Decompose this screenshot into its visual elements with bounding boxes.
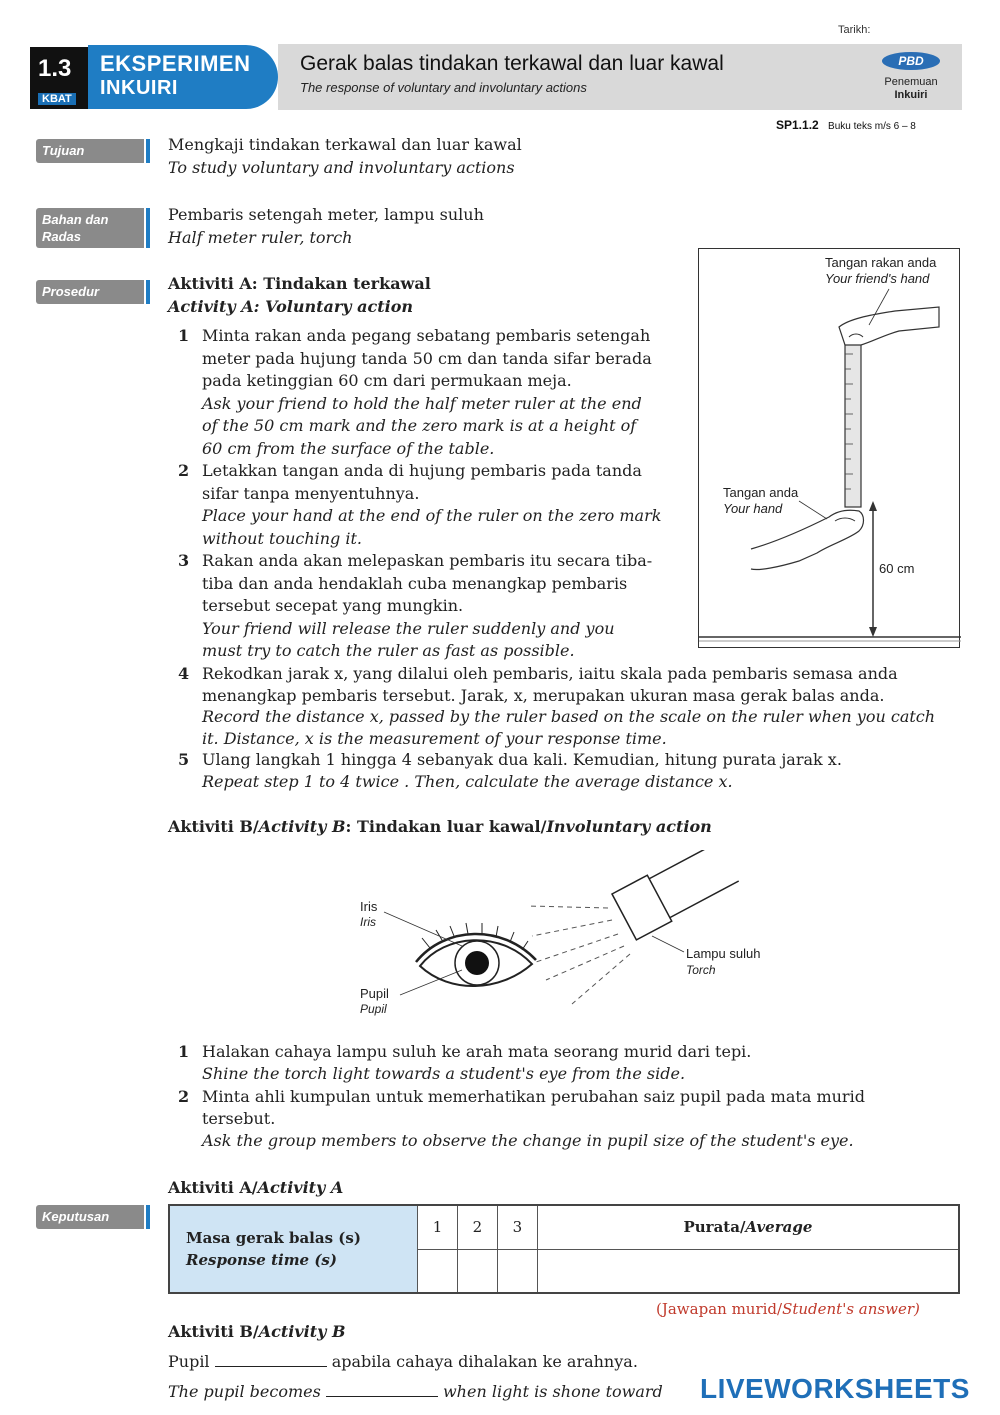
step-a1-en-line: of the 50 cm mark and the zero mark is at a height of <box>202 416 637 435</box>
step-b2-line: Minta ahli kumpulan untuk memerhatikan perubahan saiz pupil pada mata murid <box>202 1087 865 1106</box>
activity-a-title: Aktiviti A: Tindakan terkawal <box>168 274 431 293</box>
eye-torch-diagram <box>350 850 790 1025</box>
pupil-sentence-ms-end: apabila cahaya dihalakan ke arahnya. <box>331 1352 638 1371</box>
textbook-reference: Buku teks m/s 6 – 8 <box>828 121 916 132</box>
friend-hand-label-en: Your friend's hand <box>825 271 930 286</box>
experiment-number: 1.3 <box>38 55 72 82</box>
step-a5 <box>202 749 967 793</box>
iris-label-en: Iris <box>360 915 376 929</box>
average-header-ms: Purata/ <box>683 1218 746 1237</box>
row-label-en: Response time (s) <box>186 1251 337 1269</box>
activity-b-title-ms: Aktiviti B/ <box>168 817 259 836</box>
bahan-en: Half meter ruler, torch <box>168 228 353 247</box>
experiment-type-badge <box>88 45 278 109</box>
results-activity-a-ms: Aktiviti A/ <box>168 1178 258 1197</box>
answer-note-en: Student's answer) <box>782 1300 920 1318</box>
step-a4-en-line: Record the distance x, passed by the ruler based on the scale on the ruler when you catch <box>202 707 936 726</box>
step-b1 <box>202 1041 967 1085</box>
your-hand-label-en: Your hand <box>723 501 783 516</box>
step-a1-en-line: 60 cm from the surface of the table. <box>202 438 495 458</box>
keputusan-tag: Keputusan <box>36 1205 144 1229</box>
step-a3-number: 3 <box>178 551 190 570</box>
answer-note <box>656 1300 920 1318</box>
bahan-tag-line2: Radas <box>42 229 82 244</box>
pbd-label-line2: Inkuiri <box>894 89 928 101</box>
step-b2-en-line: Ask the group members to observe the change in pupil size of the student's eye. <box>202 1131 854 1150</box>
step-b2 <box>202 1086 967 1152</box>
reference-line <box>776 118 916 132</box>
step-a3-en-line: Your friend will release the ruler suddenly and you <box>202 618 615 638</box>
activity-b-title-rest-en: Involuntary action <box>546 817 712 836</box>
prosedur-tag: Prosedur <box>36 280 144 304</box>
tujuan-en: To study voluntary and involuntary actions <box>168 158 515 177</box>
step-b1-number: 1 <box>178 1042 190 1061</box>
pupil-answer-blank-ms[interactable] <box>215 1366 327 1367</box>
step-a5-number: 5 <box>178 750 190 769</box>
step-a2-line: Letakkan tangan anda di hujung pembaris pada tanda <box>202 461 642 480</box>
step-b1-en-line: Shine the torch light towards a student's eye from the side. <box>202 1064 686 1083</box>
step-b2-number: 2 <box>178 1087 190 1106</box>
pupil-label: Pupil <box>360 986 389 1001</box>
pupil-sentence-ms-start: Pupil <box>168 1352 210 1371</box>
torch-label: Lampu suluh <box>686 946 761 961</box>
step-a5-line: Ulang langkah 1 hingga 4 sebanyak dua kali. Kemudian, hitung purata jarak x. <box>202 750 842 769</box>
your-hand-label: Tangan anda <box>723 485 799 500</box>
column-header: 1 <box>418 1205 458 1249</box>
row-label-cell <box>169 1205 418 1293</box>
results-activity-b-title <box>168 1322 346 1341</box>
experiment-type-line1: EKSPERIMEN <box>100 51 251 76</box>
activity-b-title-en: Activity B <box>258 817 346 836</box>
eye-torch-figure <box>350 850 790 1025</box>
step-a2-en-line: Place your hand at the end of the ruler on the zero mark <box>202 506 662 525</box>
trial-3-answer-cell[interactable] <box>497 1249 537 1293</box>
step-a5-en-line: Repeat step 1 to 4 twice . Then, calculate the average distance x. <box>202 772 733 791</box>
liveworksheets-logo: LIVEWORKSHEETS <box>700 1373 970 1404</box>
step-a3-line: tiba dan anda hendaklah cuba menangkap pembaris <box>202 573 628 593</box>
step-b1-line: Halakan cahaya lampu suluh ke arah mata seorang murid dari tepi. <box>202 1042 752 1061</box>
trial-2-answer-cell[interactable] <box>457 1249 497 1293</box>
step-a1-line: Minta rakan anda pegang sebatang pembaris setengah <box>202 326 651 345</box>
page-title: Gerak balas tindakan terkawal dan luar kawal <box>300 52 724 75</box>
pbd-label <box>866 76 956 102</box>
pupil-answer-blank-en[interactable] <box>326 1396 438 1397</box>
date-label: Tarikh: <box>838 24 871 36</box>
average-column-header <box>537 1205 959 1249</box>
pbd-logo: PBD <box>882 52 940 70</box>
torch-label-en: Torch <box>686 963 716 977</box>
experiment-type-line2: INKUIRI <box>100 77 178 99</box>
height-label: 60 cm <box>879 561 915 576</box>
bahan-tag-line1: Bahan dan <box>42 212 109 227</box>
step-a4-number: 4 <box>178 664 190 683</box>
bahan-tag <box>36 208 144 248</box>
step-a1 <box>202 325 677 460</box>
step-b2-line: tersebut. <box>202 1109 276 1128</box>
friend-hand-label: Tangan rakan anda <box>825 255 937 270</box>
pupil-sentence-en-start: The pupil becomes <box>168 1382 321 1401</box>
activity-b-title-rest-ms: : Tindakan luar kawal/ <box>345 817 547 836</box>
kbat-label: KBAT <box>38 93 76 105</box>
results-activity-b-en: Activity B <box>258 1322 346 1341</box>
activity-b-title <box>168 817 712 836</box>
iris-label: Iris <box>360 899 378 914</box>
step-a2-en-line: without touching it. <box>202 528 363 548</box>
step-a2-line: sifar tanpa menyentuhnya. <box>202 483 420 503</box>
experiment-number-badge <box>30 47 88 109</box>
results-activity-b-ms: Aktiviti B/ <box>168 1322 259 1341</box>
trial-1-answer-cell[interactable] <box>418 1249 458 1293</box>
pupil-sentence-ms <box>168 1352 638 1371</box>
ruler-diagram <box>699 249 961 649</box>
step-a4-line: Rekodkan jarak x, yang dilalui oleh pembaris, iaitu skala pada pembaris semasa anda <box>202 664 898 683</box>
bahan-ms: Pembaris setengah meter, lampu suluh <box>168 205 484 224</box>
step-a4-en-line: it. Distance, x is the measurement of your response time. <box>202 728 667 748</box>
results-activity-a-title <box>168 1178 343 1197</box>
step-a1-line: pada ketinggian 60 cm dari permukaan meja. <box>202 371 572 390</box>
step-a3 <box>202 550 677 663</box>
results-activity-a-en: Activity A <box>257 1178 344 1197</box>
step-a2 <box>202 460 677 550</box>
activity-a-subtitle: Activity A: Voluntary action <box>168 297 414 316</box>
average-answer-cell[interactable] <box>537 1249 959 1293</box>
row-label-ms: Masa gerak balas (s) <box>186 1229 361 1247</box>
pbd-label-line1: Penemuan <box>884 76 938 88</box>
step-a1-line: meter pada hujung tanda 50 cm dan tanda sifar berada <box>202 348 652 368</box>
step-a1-number: 1 <box>178 326 190 345</box>
step-a2-number: 2 <box>178 461 190 480</box>
tujuan-tag: Tujuan <box>36 139 144 163</box>
step-a3-en-line: must try to catch the ruler as fast as possible. <box>202 641 575 660</box>
pupil-sentence-en <box>168 1382 663 1401</box>
page-subtitle: The response of voluntary and involuntary actions <box>300 80 587 95</box>
response-time-table <box>168 1204 960 1294</box>
step-a4 <box>202 663 967 749</box>
step-a4-line: menangkap pembaris tersebut. Jarak, x, merupakan ukuran masa gerak balas anda. <box>202 685 885 705</box>
average-header-en: Average <box>745 1218 813 1237</box>
ruler-experiment-figure <box>698 248 960 648</box>
answer-note-ms: (Jawapan murid/ <box>656 1300 783 1318</box>
step-a3-line: Rakan anda akan melepaskan pembaris itu secara tiba- <box>202 551 653 570</box>
step-a3-line: tersebut secepat yang mungkin. <box>202 596 464 615</box>
step-a1-en-line: Ask your friend to hold the half meter ruler at the end <box>202 393 642 413</box>
sp-reference: SP1.1.2 <box>776 118 819 132</box>
tujuan-ms: Mengkaji tindakan terkawal dan luar kawal <box>168 135 522 154</box>
column-header: 2 <box>457 1205 497 1249</box>
pupil-label-en: Pupil <box>360 1002 387 1016</box>
pupil-sentence-en-end: when light is shone toward <box>442 1382 663 1401</box>
column-header: 3 <box>497 1205 537 1249</box>
